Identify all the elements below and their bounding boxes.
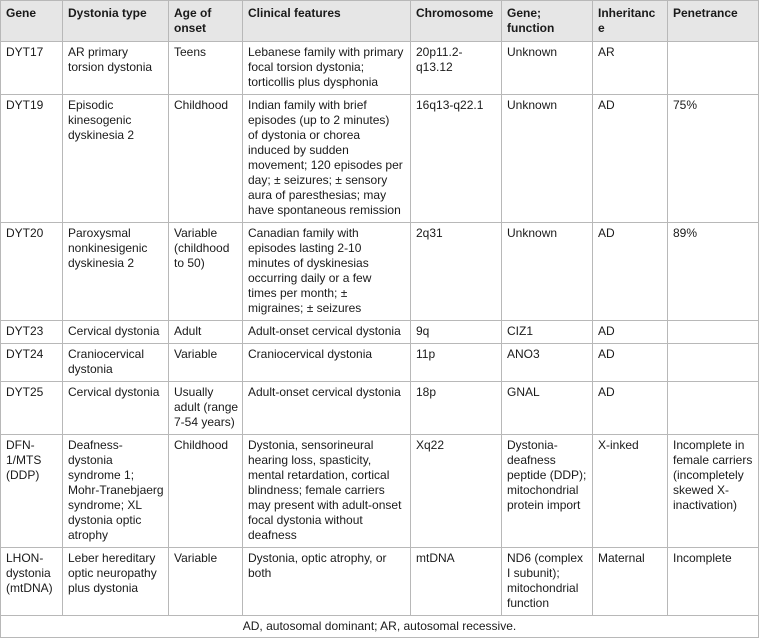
- cell-text-line: focal torsion dystonia;: [248, 60, 365, 74]
- column-header-dystonia-type: Dystonia type: [63, 1, 169, 42]
- cell-dystonia-type: [63, 344, 169, 382]
- cell-text-line: 75%: [673, 98, 698, 112]
- cell-text-line: AD: [598, 385, 615, 399]
- table-row: [1, 344, 759, 382]
- cell-gene: [1, 42, 63, 95]
- cell-age-of-onset: [169, 435, 243, 548]
- cell-text-line: protein import: [507, 498, 581, 512]
- cell-text-line: 9q: [416, 324, 430, 338]
- cell-text-line: 7-54 years): [174, 415, 235, 429]
- cell-text-line: deafness: [507, 453, 556, 467]
- cell-chromosome: [411, 42, 502, 95]
- cell-text-line: blindness; female carriers: [248, 483, 385, 497]
- cell-gene-function: [502, 382, 593, 435]
- table-header-row: [1, 1, 759, 42]
- column-header-clinical-features: Clinical features: [243, 1, 411, 42]
- cell-dystonia-type: [63, 42, 169, 95]
- cell-text-line: episodes lasting 2-10: [248, 241, 362, 255]
- cell-text-line: have spontaneous remission: [248, 203, 401, 217]
- cell-clinical-features: [243, 95, 411, 223]
- cell-text-line: 16q13-q22.1: [416, 98, 484, 112]
- cell-chromosome: [411, 344, 502, 382]
- cell-text-line: Episodic: [68, 98, 114, 112]
- cell-text-line: (DDP): [6, 468, 40, 482]
- cell-text-line: I subunit);: [507, 566, 560, 580]
- cell-text-line: Teens: [174, 45, 207, 59]
- cell-inheritance: [593, 321, 668, 344]
- cell-chromosome: [411, 382, 502, 435]
- cell-text-line: Unknown: [507, 45, 558, 59]
- cell-text-line: dystonia: [6, 566, 51, 580]
- cell-inheritance: [593, 382, 668, 435]
- cell-text-line: X-inked: [598, 438, 639, 452]
- cell-gene: [1, 548, 63, 616]
- cell-text-line: may present with adult-onset: [248, 498, 402, 512]
- cell-age-of-onset: [169, 382, 243, 435]
- cell-text-line: Maternal: [598, 551, 645, 565]
- cell-text-line: nonkinesigenic: [68, 241, 148, 255]
- cell-text-line: Variable: [174, 551, 218, 565]
- cell-text-line: Canadian family with: [248, 226, 359, 240]
- cell-text-line: Childhood: [174, 98, 229, 112]
- cell-penetrance: [668, 42, 759, 95]
- cell-clinical-features: [243, 548, 411, 616]
- cell-text-line: Xq22: [416, 438, 445, 452]
- cell-text-line: DFN-: [6, 438, 35, 452]
- cell-dystonia-type: [63, 435, 169, 548]
- cell-age-of-onset: [169, 42, 243, 95]
- cell-text-line: q13.12: [416, 60, 453, 74]
- footnote-row: [1, 616, 759, 638]
- cell-chromosome: [411, 321, 502, 344]
- cell-text-line: syndrome; XL: [68, 498, 143, 512]
- cell-text-line: DYT25: [6, 385, 44, 399]
- cell-text-line: AD: [598, 98, 615, 112]
- cell-chromosome: [411, 548, 502, 616]
- column-header-inheritance: Inheritance: [593, 1, 668, 42]
- cell-dystonia-type: [63, 548, 169, 616]
- cell-text-line: Deafness-: [68, 438, 123, 452]
- cell-text-line: ANO3: [507, 347, 540, 361]
- cell-text-line: episodes (up to 2 minutes): [248, 113, 390, 127]
- cell-penetrance: [668, 223, 759, 321]
- cell-text-line: hearing loss, spasticity,: [248, 453, 372, 467]
- cell-age-of-onset: [169, 321, 243, 344]
- cell-gene: [1, 435, 63, 548]
- cell-chromosome: [411, 435, 502, 548]
- cell-age-of-onset: [169, 548, 243, 616]
- cell-penetrance: [668, 95, 759, 223]
- cell-inheritance: [593, 435, 668, 548]
- cell-text-line: (childhood: [174, 241, 230, 255]
- table-body: [1, 42, 759, 616]
- cell-text-line: Adult: [174, 324, 202, 338]
- cell-text-line: DYT24: [6, 347, 44, 361]
- cell-text-line: plus dystonia: [68, 581, 139, 595]
- cell-text-line: movement; 120 episodes per: [248, 158, 403, 172]
- cell-text-line: kinesogenic: [68, 113, 132, 127]
- cell-text-line: to 50): [174, 256, 205, 270]
- cell-age-of-onset: [169, 95, 243, 223]
- cell-text-line: Childhood: [174, 438, 229, 452]
- cell-chromosome: [411, 223, 502, 321]
- cell-text-line: DYT19: [6, 98, 44, 112]
- table-row: [1, 42, 759, 95]
- cell-text-line: Lebanese family with primary: [248, 45, 404, 59]
- cell-text-line: 1/MTS: [6, 453, 42, 467]
- cell-text-line: Unknown: [507, 98, 558, 112]
- cell-text-line: aura of paresthesias; may: [248, 188, 387, 202]
- cell-text-line: mitochondrial: [507, 581, 579, 595]
- cell-text-line: Incomplete in: [673, 438, 745, 452]
- cell-text-line: Adult-onset cervical dystonia: [248, 385, 401, 399]
- cell-text-line: Variable: [174, 347, 218, 361]
- cell-text-line: LHON-: [6, 551, 44, 565]
- cell-gene-function: [502, 344, 593, 382]
- cell-text-line: Unknown: [507, 226, 558, 240]
- cell-text-line: 11p: [416, 347, 436, 361]
- column-header-age-of-onset: Age of onset: [169, 1, 243, 42]
- cell-text-line: 18p: [416, 385, 437, 399]
- cell-gene-function: [502, 548, 593, 616]
- cell-clinical-features: [243, 344, 411, 382]
- cell-penetrance: [668, 435, 759, 548]
- cell-clinical-features: [243, 382, 411, 435]
- cell-gene: [1, 95, 63, 223]
- cell-dystonia-type: [63, 95, 169, 223]
- cell-text-line: torsion dystonia: [68, 60, 153, 74]
- cell-text-line: of dystonia or chorea: [248, 128, 361, 142]
- cell-text-line: Cervical dystonia: [68, 385, 160, 399]
- cell-text-line: Incomplete: [673, 551, 732, 565]
- cell-gene: [1, 382, 63, 435]
- cell-text-line: mitochondrial: [507, 483, 579, 497]
- cell-text-line: occurring daily or a few: [248, 271, 372, 285]
- cell-text-line: peptide (DDP);: [507, 468, 587, 482]
- cell-dystonia-type: [63, 223, 169, 321]
- cell-text-line: focal dystonia without: [248, 513, 363, 527]
- cell-gene: [1, 344, 63, 382]
- cell-penetrance: [668, 344, 759, 382]
- cell-gene: [1, 223, 63, 321]
- cell-text-line: day; ± seizures; ± sensory: [248, 173, 388, 187]
- cell-text-line: induced by sudden: [248, 143, 349, 157]
- cell-text-line: optic neuropathy: [68, 566, 157, 580]
- cell-text-line: dyskinesia 2: [68, 256, 135, 270]
- cell-dystonia-type: [63, 321, 169, 344]
- cell-text-line: skewed X-: [673, 483, 730, 497]
- cell-text-line: atrophy: [68, 528, 109, 542]
- cell-text-line: Adult-onset cervical dystonia: [248, 324, 401, 338]
- cell-text-line: syndrome 1;: [68, 468, 135, 482]
- cell-gene-function: [502, 95, 593, 223]
- cell-text-line: dystonia optic: [68, 513, 142, 527]
- cell-text-line: ND6 (complex: [507, 551, 584, 565]
- cell-text-line: 20p11.2-: [416, 45, 463, 59]
- table-row: [1, 321, 759, 344]
- cell-penetrance: [668, 382, 759, 435]
- table-row: [1, 435, 759, 548]
- cell-text-line: migraines; ± seizures: [248, 301, 362, 315]
- table-row: [1, 95, 759, 223]
- cell-text-line: minutes of dyskinesias: [248, 256, 369, 270]
- cell-inheritance: [593, 223, 668, 321]
- column-header-penetrance: Penetrance: [668, 1, 759, 42]
- cell-text-line: Variable: [174, 226, 218, 240]
- cell-text-line: DYT23: [6, 324, 44, 338]
- cell-text-line: CIZ1: [507, 324, 534, 338]
- cell-text-line: AR: [598, 45, 615, 59]
- cell-text-line: mtDNA: [416, 551, 455, 565]
- cell-clinical-features: [243, 223, 411, 321]
- column-header-gene: Gene: [1, 1, 63, 42]
- cell-text-line: torticollis plus dysphonia: [248, 75, 379, 89]
- cell-clinical-features: [243, 435, 411, 548]
- cell-text-line: inactivation): [673, 498, 738, 512]
- table-row: [1, 382, 759, 435]
- cell-text-line: Paroxysmal: [68, 226, 131, 240]
- cell-text-line: dyskinesia 2: [68, 128, 135, 142]
- cell-text-line: deafness: [248, 528, 297, 542]
- cell-inheritance: [593, 42, 668, 95]
- cell-text-line: (incompletely: [673, 468, 744, 482]
- cell-text-line: AR primary: [68, 45, 129, 59]
- cell-gene-function: [502, 321, 593, 344]
- cell-age-of-onset: [169, 344, 243, 382]
- cell-inheritance: [593, 344, 668, 382]
- cell-text-line: function: [507, 596, 550, 610]
- cell-text-line: Craniocervical: [68, 347, 145, 361]
- table-row: [1, 548, 759, 616]
- cell-age-of-onset: [169, 223, 243, 321]
- cell-text-line: Cervical dystonia: [68, 324, 160, 338]
- column-header-chromosome: Chromosome: [411, 1, 502, 42]
- cell-gene-function: [502, 435, 593, 548]
- cell-text-line: Mohr-Tranebjaerg: [68, 483, 164, 497]
- cell-text-line: female carriers: [673, 453, 753, 467]
- cell-text-line: dystonia: [68, 362, 113, 376]
- cell-penetrance: [668, 321, 759, 344]
- cell-text-line: Dystonia, optic atrophy, or: [248, 551, 387, 565]
- table-footnote: AD, autosomal dominant; AR, autosomal recessive.: [1, 616, 759, 638]
- cell-gene: [1, 321, 63, 344]
- cell-inheritance: [593, 95, 668, 223]
- cell-text-line: Usually: [174, 385, 214, 399]
- cell-text-line: GNAL: [507, 385, 540, 399]
- cell-penetrance: [668, 548, 759, 616]
- cell-gene-function: [502, 42, 593, 95]
- cell-clinical-features: [243, 42, 411, 95]
- cell-text-line: both: [248, 566, 272, 580]
- cell-text-line: 89%: [673, 226, 698, 240]
- cell-text-line: 2q31: [416, 226, 443, 240]
- cell-text-line: AD: [598, 226, 615, 240]
- cell-text-line: DYT20: [6, 226, 44, 240]
- cell-inheritance: [593, 548, 668, 616]
- cell-clinical-features: [243, 321, 411, 344]
- cell-dystonia-type: [63, 382, 169, 435]
- cell-text-line: Leber hereditary: [68, 551, 156, 565]
- cell-text-line: Indian family with brief: [248, 98, 367, 112]
- cell-chromosome: [411, 95, 502, 223]
- column-header-gene-function: Gene; function: [502, 1, 593, 42]
- cell-text-line: (mtDNA): [6, 581, 53, 595]
- cell-text-line: Craniocervical dystonia: [248, 347, 373, 361]
- cell-text-line: AD: [598, 324, 615, 338]
- cell-text-line: dystonia: [68, 453, 113, 467]
- cell-text-line: AD: [598, 347, 615, 361]
- cell-text-line: Dystonia-: [507, 438, 558, 452]
- cell-text-line: adult (range: [174, 400, 239, 414]
- cell-text-line: Dystonia, sensorineural: [248, 438, 374, 452]
- cell-gene-function: [502, 223, 593, 321]
- cell-text-line: times per month; ±: [248, 286, 348, 300]
- cell-text-line: mental retardation, cortical: [248, 468, 390, 482]
- table-row: [1, 223, 759, 321]
- cell-text-line: DYT17: [6, 45, 44, 59]
